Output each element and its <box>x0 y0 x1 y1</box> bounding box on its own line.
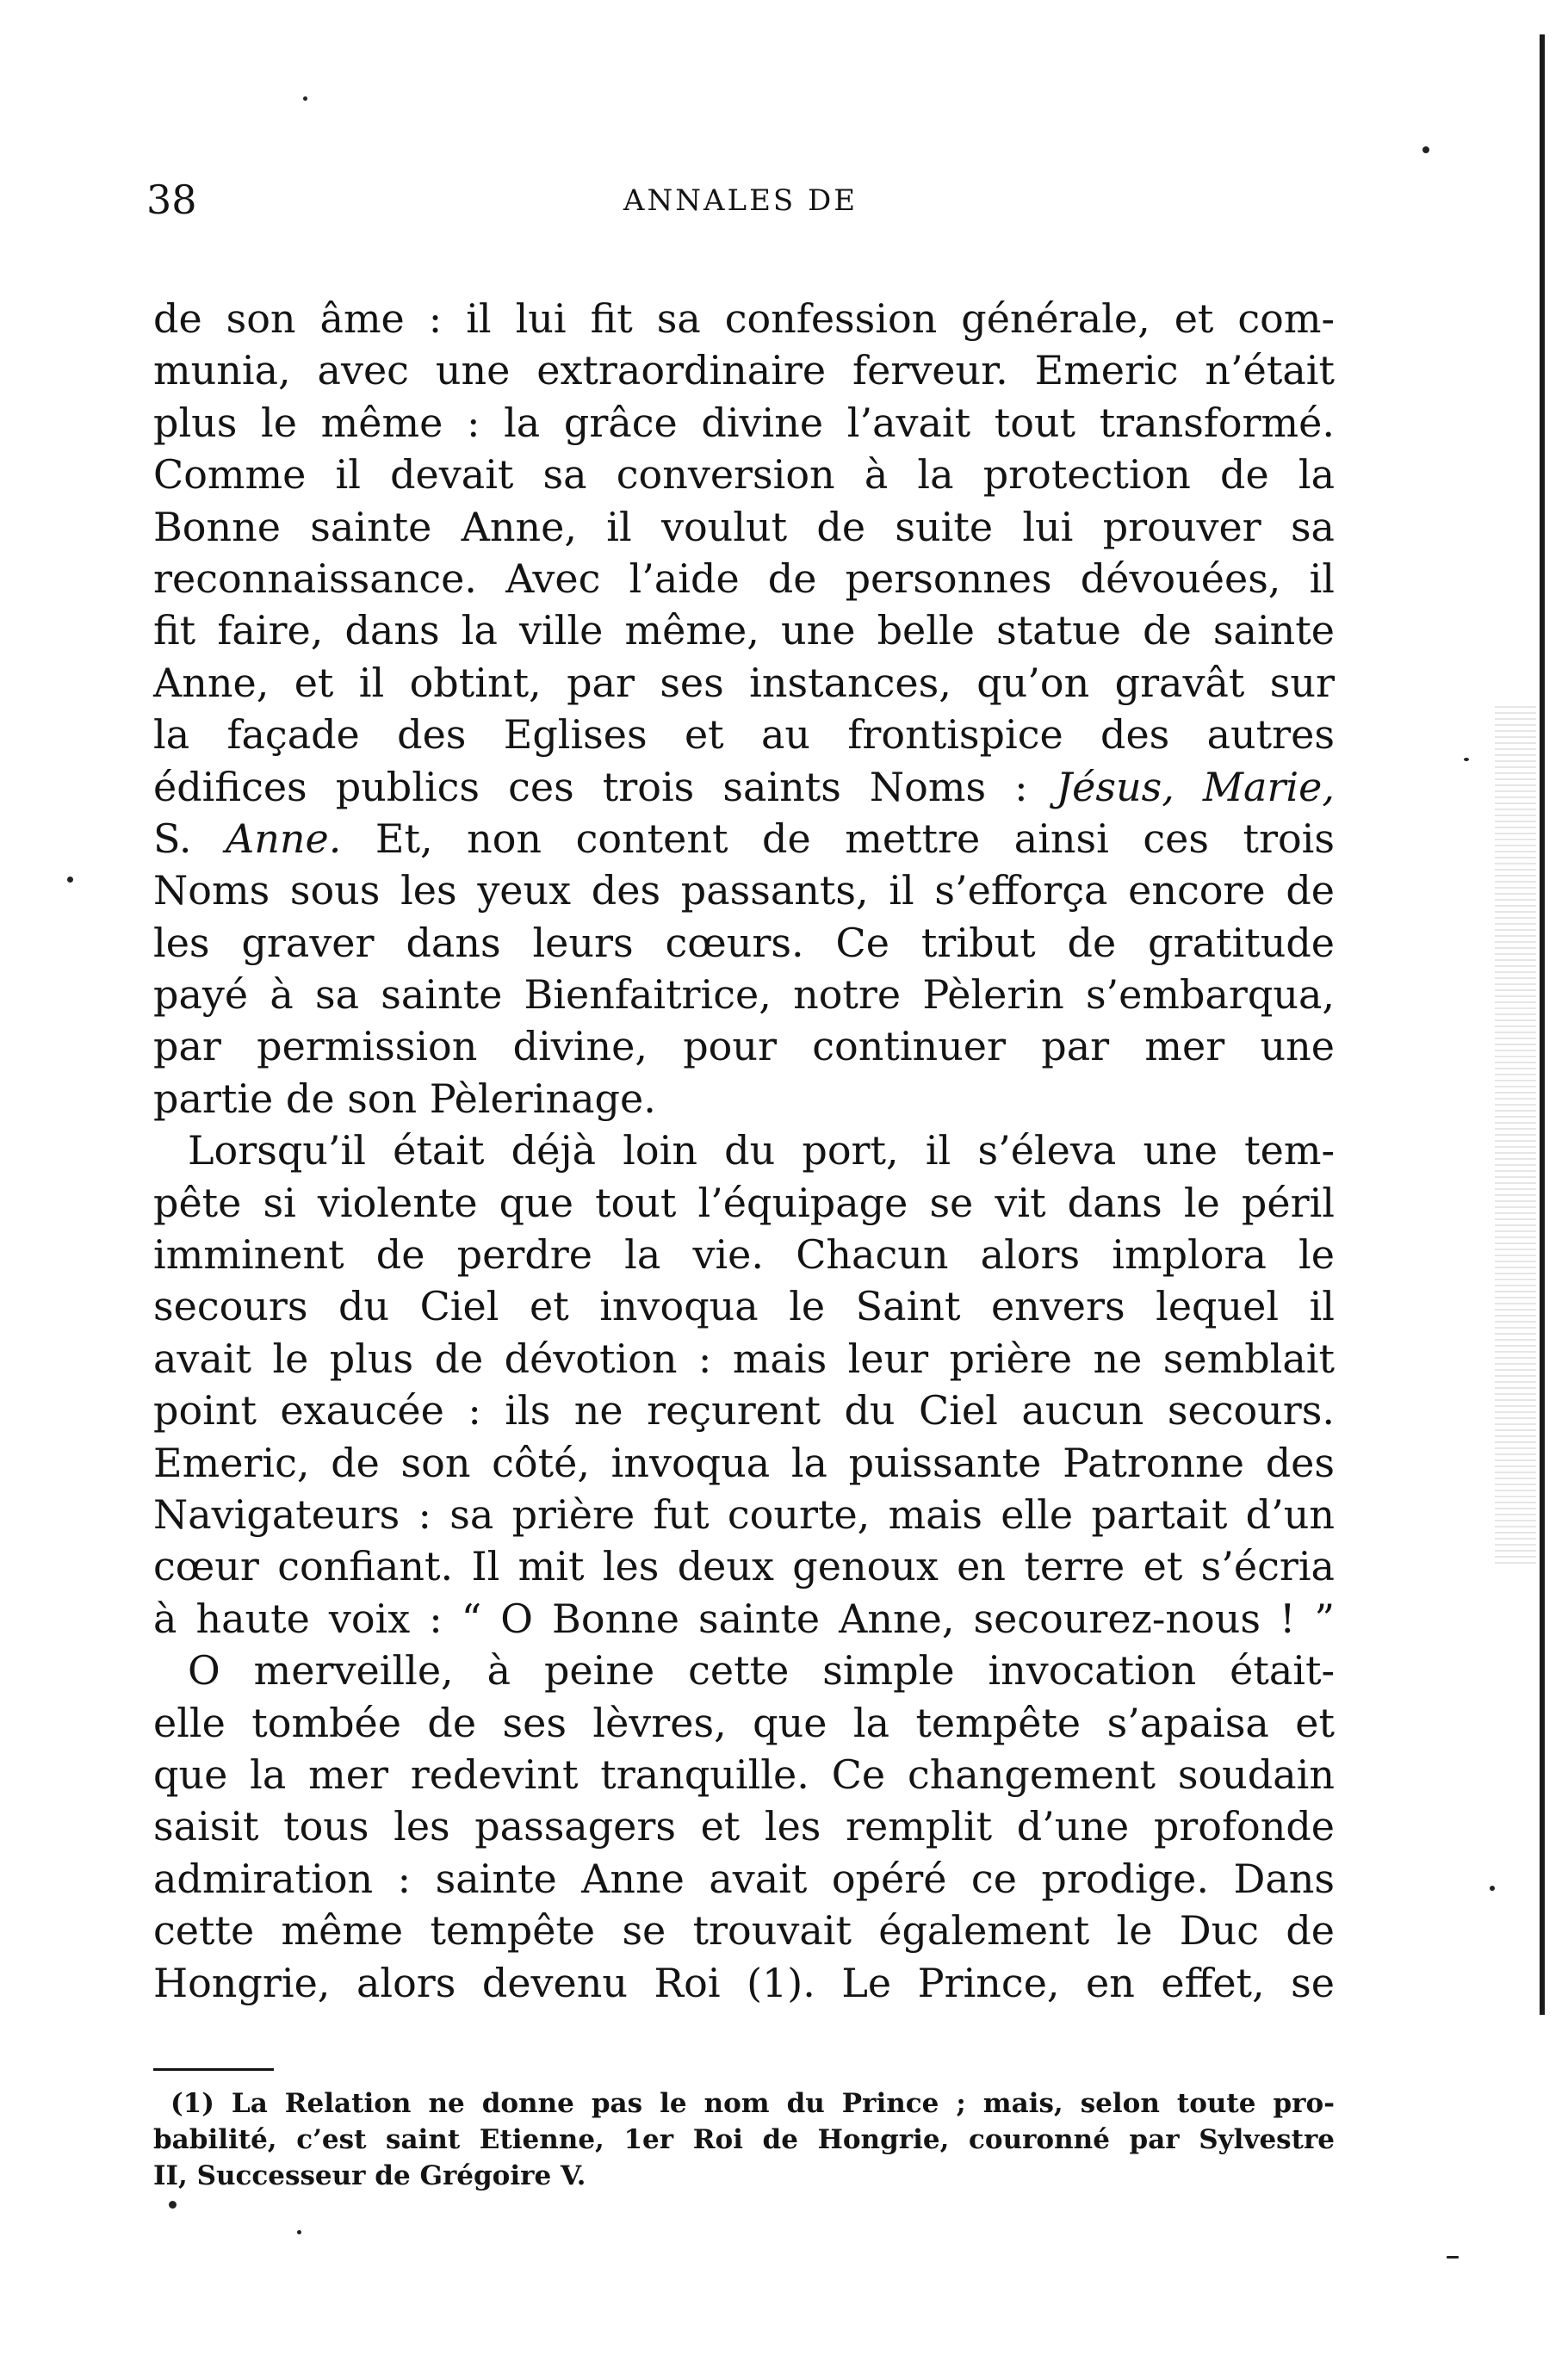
body-text <box>153 293 1335 2009</box>
text-line: saisit tous les passagers et les remplit d’une profonde <box>153 1803 1335 1850</box>
text-line: Navigateurs : sa prière fut courte, mais elle partait d’un <box>153 1490 1335 1538</box>
scan-speck <box>67 877 73 883</box>
text-line: Bonne sainte Anne, il voulut de suite lui prouver sa <box>153 503 1335 550</box>
text-line: plus le même : la grâce divine l’avait tout transformé. <box>153 399 1335 446</box>
italic-name-marie: Marie, <box>1202 763 1335 810</box>
footnote-rule <box>153 2068 274 2071</box>
text-line: la façade des Eglises et au frontispice des autres <box>153 711 1335 759</box>
page-number: 38 <box>146 177 197 223</box>
text-line: avait le plus de dévotion : mais leur prière ne semblait <box>153 1335 1335 1382</box>
text-line-with-italics: S. Anne. Et, non content de mettre ainsi ces trois <box>153 815 1335 862</box>
scan-speck <box>1490 1886 1495 1891</box>
text-line: munia, avec une extraordinaire ferveur. Emeric n’était <box>153 347 1335 394</box>
paragraph-first-line: O merveille, à peine cette simple invocation était- <box>188 1647 1335 1695</box>
text-line: que la mer redevint tranquille. Ce changement soudain <box>153 1750 1335 1798</box>
text-line: Emeric, de son côté, invoqua la puissante Patronne des <box>153 1439 1335 1486</box>
scan-speck <box>297 2230 301 2234</box>
text-line: imminent de perdre la vie. Chacun alors implora le <box>153 1231 1335 1279</box>
text-line: cœur confiant. Il mit les deux genoux en terre et s’écria <box>153 1543 1335 1590</box>
text-line: par permission divine, pour continuer par mer une <box>153 1023 1335 1070</box>
text-line: secours du Ciel et invoqua le Saint envers lequel il <box>153 1283 1335 1330</box>
page-edge-shadow <box>1495 706 1536 1567</box>
text-line: fit faire, dans la ville même, une belle statue de sainte <box>153 607 1335 654</box>
scan-speck <box>169 2201 177 2209</box>
text-line: pête si violente que tout l’équipage se vit dans le péril <box>153 1179 1335 1226</box>
scan-speck <box>1464 758 1469 761</box>
text-line: Noms sous les yeux des passants, il s’efforça encore de <box>153 867 1335 914</box>
italic-name-anne: Anne. <box>226 815 342 862</box>
text-line: reconnaissance. Avec l’aide de personnes dévouées, il <box>153 555 1335 602</box>
footnote-block <box>153 2085 1335 2194</box>
text-line: elle tombée de ses lèvres, que la tempête s’apaisa et <box>153 1699 1335 1746</box>
scan-speck <box>1422 146 1429 153</box>
text-line: payé à sa sainte Bienfaitrice, notre Pèlerin s’embarqua, <box>153 971 1335 1019</box>
text-line: Hongrie, alors devenu Roi (1). Le Prince, en effet, se <box>153 1959 1335 2006</box>
italic-name-jesus: Jésus, <box>1056 763 1174 810</box>
book-spine-edge <box>1540 34 1545 2015</box>
text-line: les graver dans leurs cœurs. Ce tribut de gratitude <box>153 919 1335 966</box>
scan-speck <box>1447 2256 1459 2259</box>
text-line: cette même tempête se trouvait également le Duc de <box>153 1907 1335 1955</box>
running-head: ANNALES DE <box>623 183 858 218</box>
text-line: Anne, et il obtint, par ses instances, qu’on gravât sur <box>153 659 1335 706</box>
paragraph-first-line: Lorsqu’il était déjà loin du port, il s’éleva une tem- <box>188 1127 1335 1174</box>
text-line: admiration : sainte Anne avait opéré ce prodige. Dans <box>153 1855 1335 1902</box>
paragraph-last-line: à haute voix : “ O Bonne sainte Anne, secourez-nous ! ” <box>153 1595 1335 1642</box>
page-header <box>146 177 1335 245</box>
text-line: point exaucée : ils ne reçurent du Ciel aucun secours. <box>153 1387 1335 1434</box>
text-line: de son âme : il lui fit sa confession générale, et com- <box>153 295 1335 342</box>
paragraph-last-line: partie de son Pèlerinage. <box>153 1075 656 1122</box>
scan-speck <box>303 96 307 101</box>
footnote-line: (1) La Relation ne donne pas le nom du Prince ; mais, selon toute pro- <box>170 2088 1335 2119</box>
footnote-line: babilité, c’est saint Etienne, 1er Roi de Hongrie, couronné par Sylvestre <box>153 2124 1335 2155</box>
text-line-with-italics: édifices publics ces trois saints Noms : Jésus, Marie, <box>153 763 1335 810</box>
text-line: Comme il devait sa conversion à la protection de la <box>153 451 1335 499</box>
footnote-line: II, Successeur de Grégoire V. <box>153 2160 586 2191</box>
